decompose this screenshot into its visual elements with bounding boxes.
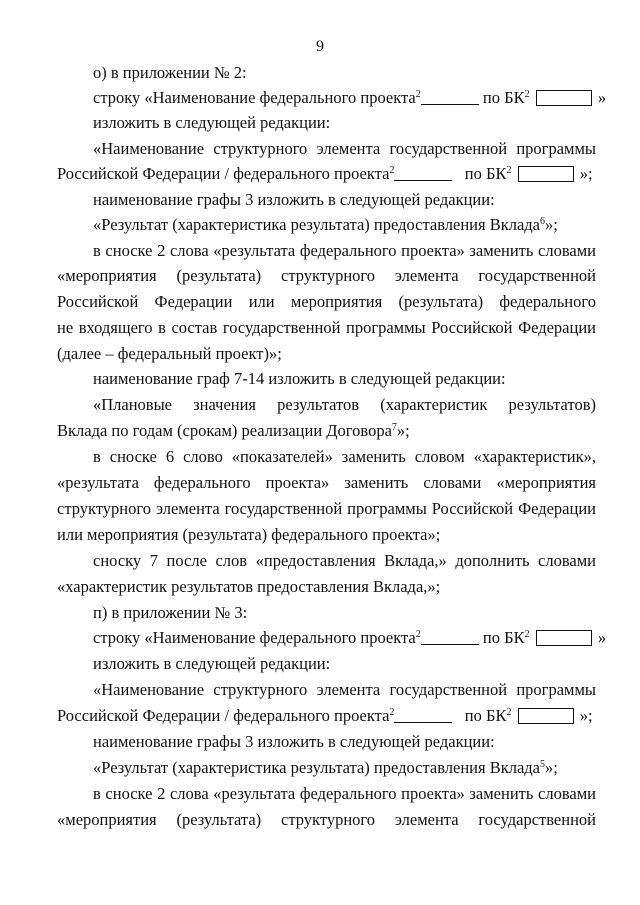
paragraph-line: наименование граф 7-14 изложить в следующей редакции: bbox=[93, 369, 506, 388]
paragraph-line: изложить в следующей редакции: bbox=[93, 113, 331, 132]
paragraph-line bbox=[93, 88, 606, 108]
paragraph-line bbox=[57, 421, 410, 441]
line-text: по БК bbox=[482, 88, 525, 107]
line-text: Российской Федерации / федерального проекта bbox=[57, 706, 390, 725]
line-text: »; bbox=[579, 164, 593, 183]
paragraph-line: или мероприятия (результата) федерального проекта»; bbox=[57, 525, 441, 544]
blank-field bbox=[394, 166, 452, 181]
paragraph-line: в сноске 2 слова «результата федерального проекта» заменить словами bbox=[93, 784, 596, 803]
page-number: 9 bbox=[316, 38, 324, 55]
line-text: «Результат (характеристика результата) предоставления Вклада bbox=[93, 758, 540, 777]
footnote-mark: 6 bbox=[540, 216, 545, 227]
code-box bbox=[518, 708, 574, 724]
paragraph-line: структурного элемента государственной программы Российской Федерации bbox=[57, 499, 596, 518]
paragraph-line bbox=[93, 215, 558, 235]
line-text: »; bbox=[545, 758, 558, 777]
footnote-mark: 2 bbox=[415, 629, 421, 640]
footnote-mark: 7 bbox=[391, 422, 397, 433]
footnote-mark: 2 bbox=[389, 165, 395, 176]
paragraph-line bbox=[57, 706, 593, 726]
paragraph-line bbox=[57, 164, 593, 184]
line-text: по БК bbox=[482, 628, 525, 647]
paragraph-line: в сноске 2 слова «результата федерального проекта» заменить словами bbox=[93, 241, 596, 260]
paragraph-line: «Наименование структурного элемента государственной программы bbox=[93, 139, 596, 158]
line-text: »; bbox=[579, 706, 593, 725]
line-text: Российской Федерации / федерального проекта bbox=[57, 164, 390, 183]
line-text: »; bbox=[396, 421, 410, 440]
line-text: по БК bbox=[464, 164, 507, 183]
paragraph-line bbox=[93, 758, 558, 778]
paragraph-line: наименование графы 3 изложить в следующей редакции: bbox=[93, 190, 495, 209]
line-text: строку «Наименование федерального проекта bbox=[93, 88, 416, 107]
paragraph-line: в сноске 6 слово «показателей» заменить словом «характеристик», bbox=[93, 447, 596, 466]
paragraph-line: «мероприятия (результата) структурного элемента государственной bbox=[57, 266, 596, 285]
footnote-mark: 2 bbox=[524, 629, 530, 640]
footnote-mark: 5 bbox=[540, 759, 545, 770]
paragraph-line: наименование графы 3 изложить в следующей редакции: bbox=[93, 732, 495, 751]
footnote-mark: 2 bbox=[415, 89, 421, 100]
line-text: » bbox=[597, 88, 607, 107]
paragraph-line: о) в приложении № 2: bbox=[93, 63, 247, 82]
line-text: строку «Наименование федерального проекта bbox=[93, 628, 416, 647]
paragraph-line: не входящего в состав государственной программы Российской Федерации bbox=[57, 318, 596, 337]
blank-field bbox=[394, 708, 452, 723]
code-box bbox=[536, 630, 592, 646]
footnote-mark: 2 bbox=[506, 707, 512, 718]
line-text: «Результат (характеристика результата) предоставления Вклада bbox=[93, 215, 540, 234]
footnote-mark: 2 bbox=[506, 165, 512, 176]
paragraph-line bbox=[93, 628, 606, 648]
footnote-mark: 2 bbox=[524, 89, 530, 100]
paragraph-line: п) в приложении № 3: bbox=[93, 603, 248, 622]
paragraph-line: (далее – федеральный проект)»; bbox=[57, 344, 282, 363]
line-text: » bbox=[597, 628, 607, 647]
paragraph-line: Российской Федерации или мероприятия (результата) федерального bbox=[57, 292, 596, 311]
code-box bbox=[518, 166, 574, 182]
paragraph-line: изложить в следующей редакции: bbox=[93, 654, 331, 673]
line-text: по БК bbox=[464, 706, 507, 725]
line-text: Вклада по годам (срокам) реализации Договора bbox=[57, 421, 392, 440]
paragraph-line: «мероприятия (результата) структурного элемента государственной bbox=[57, 810, 596, 829]
paragraph-line: «Плановые значения результатов (характеристик результатов) bbox=[93, 395, 596, 414]
paragraph-line: «характеристик результатов предоставления Вклада,»; bbox=[57, 577, 441, 596]
paragraph-line: «Наименование структурного элемента государственной программы bbox=[93, 680, 596, 699]
code-box bbox=[536, 90, 592, 106]
paragraph-line: «результата федерального проекта» заменить словами «мероприятия bbox=[57, 473, 596, 492]
line-text: »; bbox=[545, 215, 558, 234]
footnote-mark: 2 bbox=[389, 707, 395, 718]
paragraph-line: сноску 7 после слов «предоставления Вклада,» дополнить словами bbox=[93, 551, 596, 570]
blank-field bbox=[421, 630, 479, 645]
blank-field bbox=[421, 90, 479, 105]
